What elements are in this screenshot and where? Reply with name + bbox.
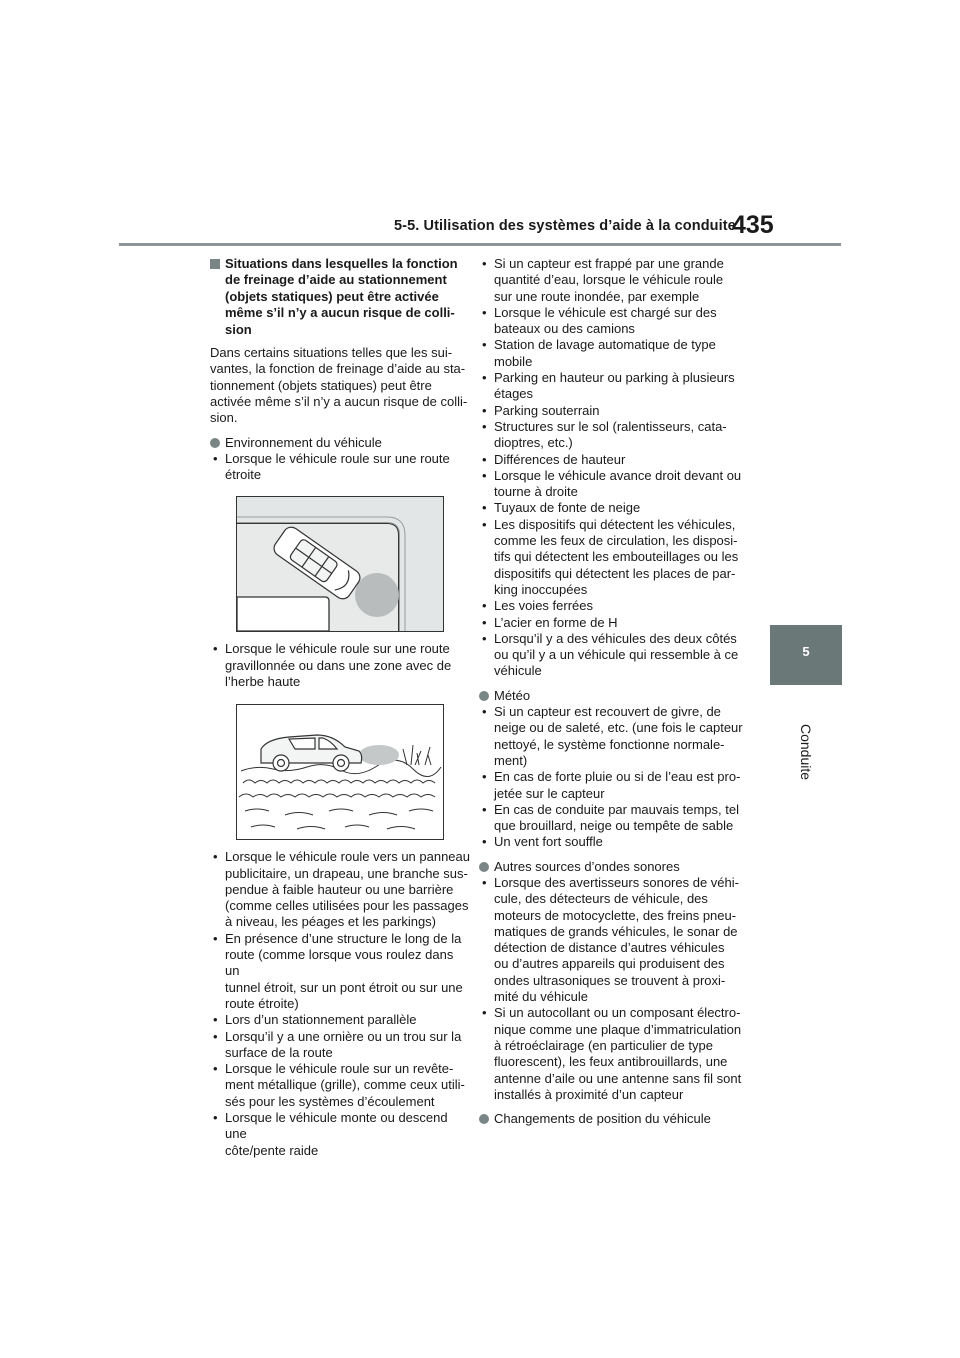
item-line: tunnel étroit, sur un pont étroit ou sur une	[225, 979, 463, 995]
item-line: dioptres, etc.)	[494, 435, 573, 451]
list-item	[210, 1061, 470, 1110]
heading-line: même s’il n’y a aucun risque de colli-	[225, 305, 455, 321]
item-line: détection de distance d’autres véhicules	[494, 940, 725, 956]
item-line: publicitaire, un drapeau, une branche sus-	[225, 865, 468, 881]
list-item	[479, 337, 754, 370]
item-line: l’herbe haute	[225, 674, 301, 689]
item-line: tifs qui détectent les embouteillages ou les	[494, 549, 739, 565]
narrow-road-illustration	[236, 496, 444, 632]
item-line: nettoyé, le système fonctionne normale-	[494, 736, 725, 752]
item-line: route étroite)	[225, 995, 299, 1011]
item-line: • En cas de conduite par mauvais temps, tel	[494, 801, 739, 817]
item-line: ou qu’il y a un véhicule qui ressemble à ce	[494, 647, 739, 663]
intro-line: sion.	[210, 410, 238, 426]
item-line: véhicule	[494, 663, 542, 679]
item-line: comme les feux de circulation, les disposi-	[494, 533, 738, 549]
bullet-list	[479, 704, 754, 851]
list-item	[479, 419, 754, 452]
circle-bullet-icon	[479, 1114, 489, 1124]
item-line: bateaux ou des camions	[494, 321, 635, 337]
item-line: • En présence d’une structure le long de la	[225, 930, 462, 946]
list-item	[479, 769, 754, 802]
env-title: Environnement du véhicule	[225, 434, 382, 450]
item-line: cule, des détecteurs de véhicule, des	[494, 891, 708, 907]
item-line: • Lorsque le véhicule monte ou descend une	[225, 1110, 448, 1142]
list-item	[479, 1005, 754, 1103]
item-line: • Si un autocollant ou un composant électro-	[494, 1005, 741, 1021]
item-line: • L’acier en forme de H	[494, 614, 618, 630]
item-line: route (comme lorsque vous roulez dans un	[225, 947, 454, 979]
chapter-label: Conduite	[798, 723, 814, 781]
intro-line: activée même s’il n’y a aucun risque de colli-	[210, 393, 468, 409]
item-line: sur une route inondée, par exemple	[494, 288, 700, 304]
item-line: • Structures sur le sol (ralentisseurs, cata-	[494, 418, 727, 434]
list-item	[479, 875, 754, 1005]
heading-line: (objets statiques) peut être activée	[225, 288, 439, 304]
item-line: ment métallique (grille), comme ceux utili-	[225, 1077, 465, 1093]
heading-line: sion	[225, 321, 252, 337]
item-line: • Parking souterrain	[494, 402, 600, 418]
bullet-list	[210, 641, 470, 690]
item-line: ment)	[494, 752, 528, 768]
list-item	[210, 641, 470, 690]
item-line: • En cas de forte pluie ou si de l’eau est pro-	[494, 769, 741, 785]
item-line: ou d’autres appareils qui produisent des	[494, 956, 725, 972]
item-line: dispositifs qui détectent les places de par-	[494, 565, 736, 581]
list-item	[479, 834, 754, 850]
list-item	[479, 615, 754, 631]
item-line: installés à proximité d’un capteur	[494, 1086, 684, 1102]
item-line: • Station de lavage automatique de type	[494, 337, 716, 353]
item-line: gravillonnée ou dans une zone avec de	[225, 657, 452, 673]
intro-line: tionnement (objets statiques) peut être	[210, 377, 432, 393]
list-item	[479, 403, 754, 419]
item-line: • Lorsqu’il y a des véhicules des deux côtés	[494, 630, 737, 646]
item-line: fluorescent), les feux antibrouillards, une	[494, 1054, 728, 1070]
item-line: moteurs de motocyclette, des freins pneu-	[494, 907, 737, 923]
meteo-title: Météo	[494, 687, 531, 703]
gravel-grass-drawing	[237, 705, 443, 839]
sound-title: Autres sources d’ondes sonores	[494, 858, 680, 874]
env-subheading	[210, 435, 470, 451]
item-line: • Lors d’un stationnement parallèle	[225, 1012, 417, 1028]
item-line: surface de la route	[225, 1044, 333, 1060]
list-item	[479, 517, 754, 598]
item-line: • Lorsqu’il y a une ornière ou un trou sur la	[225, 1028, 462, 1044]
circle-bullet-icon	[210, 438, 220, 448]
item-line: que brouillard, neige ou tempête de sable	[494, 818, 734, 834]
intro-line: Dans certains situations telles que les sui-	[210, 345, 453, 361]
item-line: • Différences de hauteur	[494, 451, 626, 467]
item-line: nique comme une plaque d’immatriculation	[494, 1021, 742, 1037]
item-line: • Si un capteur est recouvert de givre, de	[494, 704, 721, 720]
list-item	[479, 631, 754, 680]
list-item	[210, 1012, 470, 1028]
bullet-list	[479, 875, 754, 1103]
list-item	[479, 305, 754, 338]
item-line: à rétroéclairage (en particulier de type	[494, 1037, 713, 1053]
section-header: 5-5. Utilisation des systèmes d’aide à la conduite	[394, 218, 736, 234]
item-line: king inoccupées	[494, 581, 588, 597]
list-item	[479, 704, 754, 769]
list-item	[479, 598, 754, 614]
bullet-list	[479, 256, 754, 680]
list-item	[479, 468, 754, 501]
item-line: • Lorsque le véhicule roule sur une route	[225, 450, 450, 466]
item-line: • Un vent fort souffle	[494, 834, 603, 850]
list-item	[479, 802, 754, 835]
right-column	[479, 256, 754, 1127]
item-line: • Lorsque le véhicule roule sur un revête-	[225, 1061, 454, 1077]
item-line: mité du véhicule	[494, 989, 588, 1005]
page-number: 435	[732, 211, 774, 239]
intro-line: vantes, la fonction de freinage d’aide au sta-	[210, 361, 466, 377]
item-line: pendue à faible hauteur ou une barrière	[225, 881, 454, 897]
item-line: • Lorsque des avertisseurs sonores de véhi-	[494, 874, 739, 890]
position-title: Changements de position du véhicule	[494, 1111, 711, 1127]
section-heading	[210, 256, 470, 338]
heading-line: de freinage d’aide au stationnement	[225, 272, 447, 288]
item-line: • Lorsque le véhicule roule vers un panneau	[225, 849, 471, 865]
item-line: étroite	[225, 467, 262, 483]
item-line: côte/pente raide	[225, 1142, 319, 1158]
item-line: à niveau, les péages et les parkings)	[225, 914, 437, 930]
item-line: ondes ultrasoniques se trouvent à proxi-	[494, 972, 726, 988]
circle-bullet-icon	[479, 862, 489, 872]
item-line: • Lorsque le véhicule roule sur une route	[225, 641, 450, 657]
item-line: • Lorsque le véhicule avance droit devant ou	[494, 467, 742, 483]
item-line: • Tuyaux de fonte de neige	[494, 500, 641, 516]
item-line: étages	[494, 386, 534, 402]
sound-subheading	[479, 859, 754, 875]
item-line: • Lorsque le véhicule est chargé sur des	[494, 304, 717, 320]
item-line: matiques de grands véhicules, le sonar de	[494, 923, 738, 939]
position-subheading	[479, 1111, 754, 1127]
list-item	[210, 849, 470, 930]
intro-paragraph	[210, 345, 470, 426]
gravel-grass-illustration	[236, 704, 444, 840]
header-rule	[119, 243, 841, 246]
chapter-side-label	[782, 722, 832, 782]
item-line: mobile	[494, 353, 533, 369]
square-bullet-icon	[210, 259, 220, 269]
bullet-list	[210, 849, 470, 1159]
circle-bullet-icon	[479, 691, 489, 701]
item-line: antenne d’aile ou une antenne sans fil sont	[494, 1070, 742, 1086]
chapter-number: 5	[802, 644, 810, 659]
list-item	[210, 1029, 470, 1062]
list-item	[210, 1110, 470, 1159]
list-item	[479, 256, 754, 305]
item-line: • Si un capteur est frappé par une grande	[494, 256, 724, 271]
item-line: (comme celles utilisées pour les passages	[225, 898, 469, 914]
item-line: jetée sur le capteur	[494, 785, 605, 801]
item-line: • Les voies ferrées	[494, 598, 593, 614]
list-item	[210, 451, 470, 484]
item-line: quantité d’eau, lorsque le véhicule roule	[494, 272, 724, 288]
meteo-subheading	[479, 688, 754, 704]
list-item	[479, 370, 754, 403]
bullet-list	[210, 451, 470, 484]
item-line: neige ou de saleté, etc. (une fois le capteur	[494, 720, 743, 736]
item-line: tourne à droite	[494, 484, 578, 500]
narrow-road-drawing	[237, 497, 443, 631]
item-line: sés pour les systèmes d’écoulement	[225, 1093, 435, 1109]
item-line: • Parking en hauteur ou parking à plusieurs	[494, 370, 735, 386]
list-item	[479, 500, 754, 516]
list-item	[479, 452, 754, 468]
left-column	[210, 256, 470, 1159]
chapter-tab[interactable]	[770, 625, 842, 685]
list-item	[210, 931, 470, 1012]
item-line: • Les dispositifs qui détectent les véhicules,	[494, 516, 736, 532]
heading-line: Situations dans lesquelles la fonction	[225, 256, 458, 271]
